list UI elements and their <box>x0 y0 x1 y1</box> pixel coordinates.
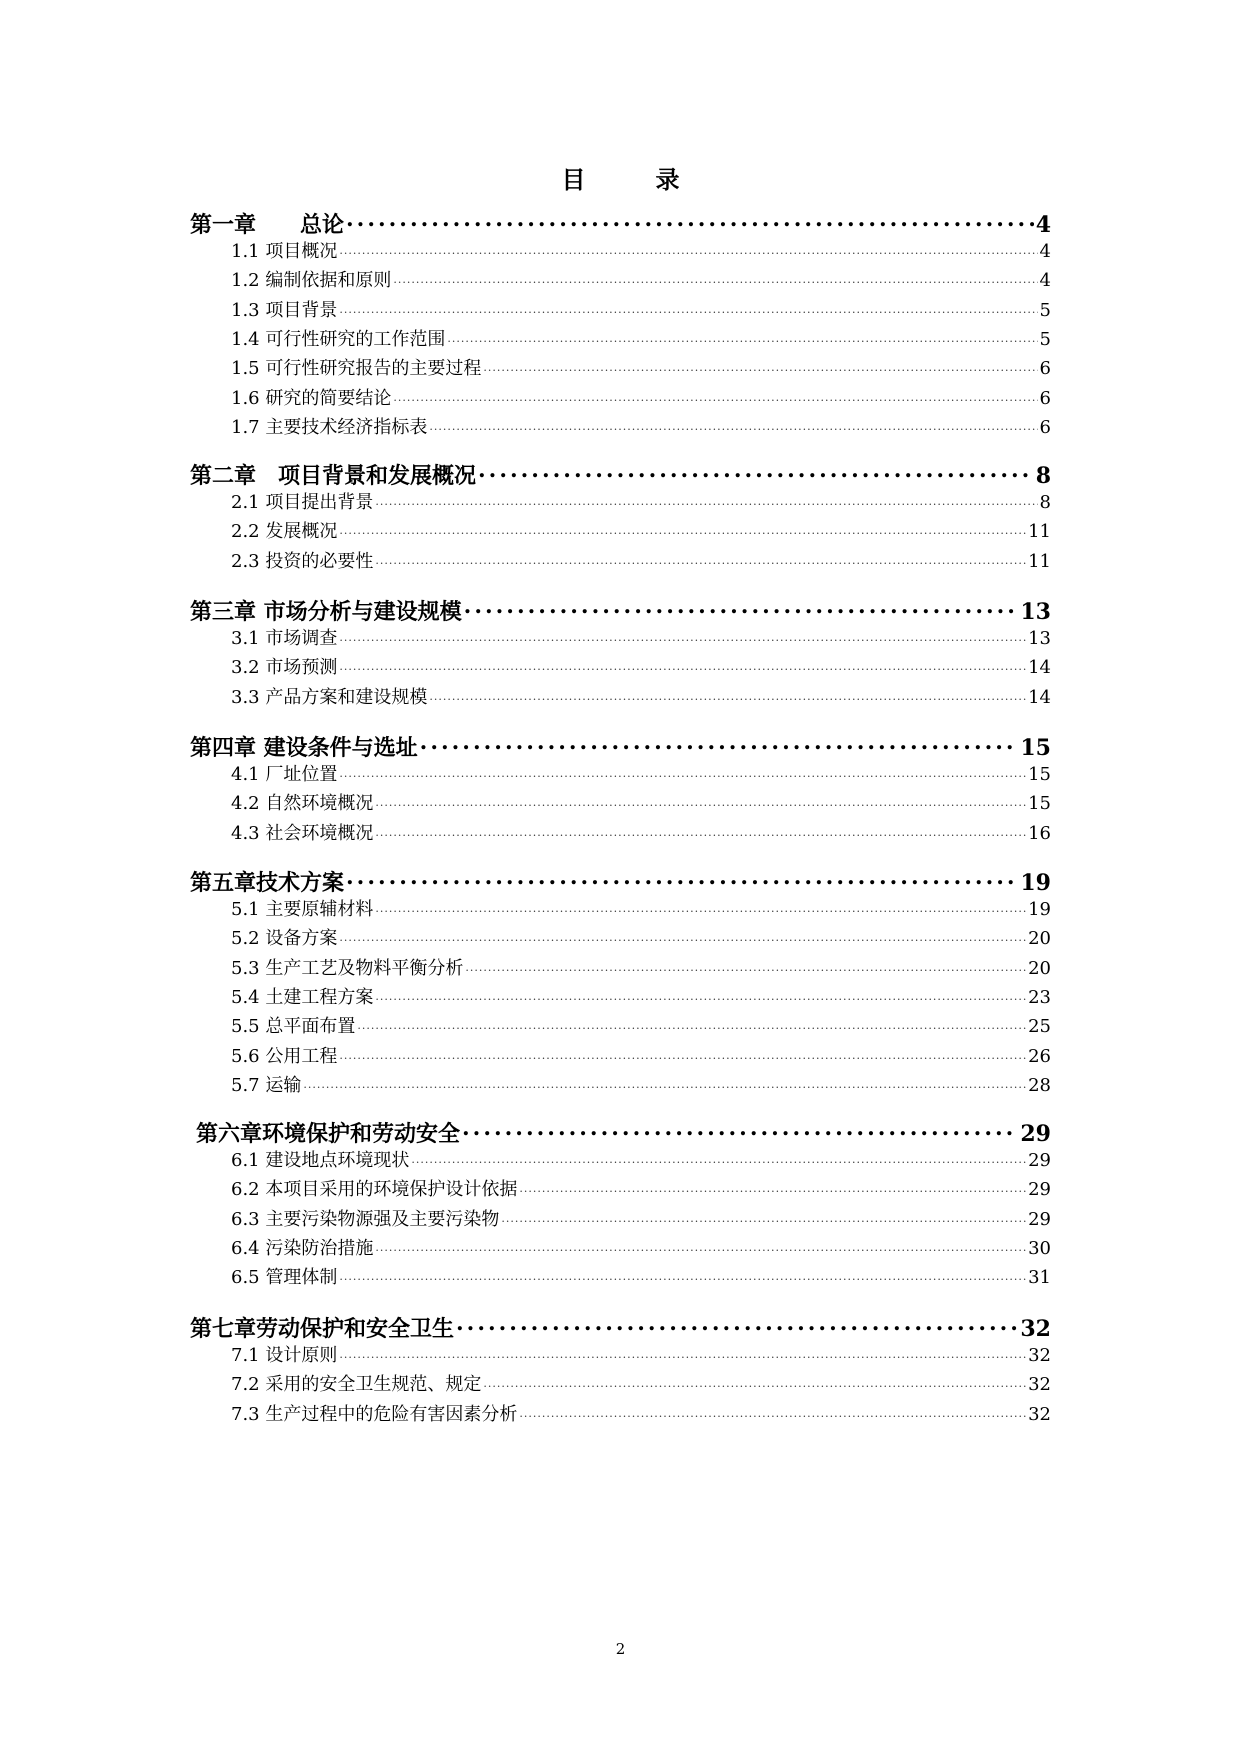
section-page: 5 <box>1039 328 1051 350</box>
dot-leader <box>339 1350 1026 1361</box>
section-label: 1.6 研究的简要结论 <box>231 387 392 409</box>
section-label: 6.1 建设地点环境现状 <box>231 1150 410 1171</box>
section-page: 26 <box>1028 1045 1051 1067</box>
section-page: 20 <box>1028 928 1051 950</box>
dot-leader <box>411 1155 1026 1166</box>
chapter-label: 第四章 建设条件与选址 <box>190 735 418 761</box>
dot-leader <box>339 305 1037 316</box>
section-page: 6 <box>1039 358 1051 380</box>
section-entry[interactable] <box>231 384 1051 410</box>
chapter-page: 8 <box>1035 463 1051 489</box>
section-entry[interactable] <box>231 1175 1051 1201</box>
section-entry[interactable] <box>231 1341 1051 1367</box>
chapter-page: 32 <box>1020 1316 1051 1342</box>
dot-leader <box>465 963 1026 974</box>
dot-leader <box>478 461 1034 483</box>
section-entry[interactable] <box>231 296 1051 322</box>
section-label: 4.1 厂址位置 <box>231 764 338 785</box>
chapter-label: 第一章 总论 <box>190 212 345 238</box>
chapter-label: 第三章 市场分析与建设规模 <box>190 599 462 625</box>
section-label: 1.5 可行性研究报告的主要过程 <box>231 358 482 380</box>
section-entry[interactable] <box>231 237 1051 263</box>
dot-leader <box>375 992 1026 1003</box>
section-label: 5.6 公用工程 <box>231 1045 338 1067</box>
dot-leader <box>346 868 1018 890</box>
chapter-entry[interactable] <box>190 866 1051 896</box>
section-page: 16 <box>1028 822 1051 844</box>
section-label: 1.4 可行性研究的工作范围 <box>231 328 446 350</box>
section-label: 5.4 土建工程方案 <box>231 986 374 1008</box>
section-page: 32 <box>1028 1403 1051 1425</box>
section-label: 2.3 投资的必要性 <box>231 550 374 572</box>
section-entry[interactable] <box>231 683 1051 709</box>
chapter-entry[interactable] <box>190 595 1051 625</box>
section-label: 5.1 主要原辅材料 <box>231 899 374 920</box>
dot-leader <box>429 422 1037 433</box>
section-entry[interactable] <box>231 1205 1051 1231</box>
chapter-page: 4 <box>1035 212 1051 238</box>
section-label: 6.4 污染防治措施 <box>231 1237 374 1259</box>
dot-leader <box>519 1184 1026 1195</box>
toc-title <box>0 160 1241 195</box>
section-label: 5.7 运输 <box>231 1074 302 1096</box>
section-page: 20 <box>1028 957 1051 979</box>
section-entry[interactable] <box>231 488 1051 514</box>
section-label: 7.2 采用的安全卫生规范、规定 <box>231 1374 482 1396</box>
section-entry[interactable] <box>231 1012 1051 1038</box>
dot-leader <box>346 210 1034 232</box>
section-entry[interactable] <box>231 1146 1051 1172</box>
dot-leader <box>483 1379 1026 1390</box>
chapter-page: 13 <box>1020 599 1051 625</box>
section-entry[interactable] <box>231 1071 1051 1097</box>
section-page: 23 <box>1028 986 1051 1008</box>
section-page: 4 <box>1039 270 1051 292</box>
toc-title-right: 录 <box>655 165 680 194</box>
section-page: 6 <box>1039 387 1051 409</box>
chapter-entry[interactable] <box>190 208 1051 238</box>
section-label: 3.2 市场预测 <box>231 657 338 679</box>
chapter-page: 15 <box>1020 735 1051 761</box>
section-entry[interactable] <box>231 983 1051 1009</box>
section-page: 29 <box>1028 1150 1051 1171</box>
dot-leader <box>339 526 1026 537</box>
dot-leader <box>464 597 1019 619</box>
section-label: 2.2 发展概况 <box>231 521 338 543</box>
section-entry[interactable] <box>231 924 1051 950</box>
section-page: 4 <box>1039 241 1051 262</box>
section-page: 32 <box>1028 1345 1051 1366</box>
dot-leader <box>303 1080 1026 1091</box>
section-entry[interactable] <box>231 1234 1051 1260</box>
dot-leader <box>375 904 1026 915</box>
chapter-label: 第五章技术方案 <box>190 870 345 896</box>
dot-leader <box>375 497 1037 508</box>
section-entry[interactable] <box>231 1370 1051 1396</box>
dot-leader <box>462 1119 1018 1141</box>
section-entry[interactable] <box>231 354 1051 380</box>
section-page: 6 <box>1039 416 1051 438</box>
dot-leader <box>339 933 1026 944</box>
section-page: 8 <box>1039 492 1051 513</box>
section-label: 6.3 主要污染物源强及主要污染物 <box>231 1208 500 1230</box>
section-label: 5.2 设备方案 <box>231 928 338 950</box>
chapter-entry[interactable] <box>190 1312 1051 1342</box>
section-page: 11 <box>1028 550 1051 572</box>
dot-leader <box>375 798 1026 809</box>
section-page: 11 <box>1028 521 1051 543</box>
dot-leader <box>375 1243 1026 1254</box>
section-label: 6.2 本项目采用的环境保护设计依据 <box>231 1179 518 1201</box>
section-page: 29 <box>1028 1208 1051 1230</box>
dot-leader <box>339 1272 1026 1283</box>
section-entry[interactable] <box>231 653 1051 679</box>
dot-leader <box>339 633 1026 644</box>
dot-leader <box>429 692 1026 703</box>
section-entry[interactable] <box>231 954 1051 980</box>
section-entry[interactable] <box>231 819 1051 845</box>
section-label: 3.3 产品方案和建设规模 <box>231 686 428 708</box>
section-label: 6.5 管理体制 <box>231 1267 338 1289</box>
dot-leader <box>393 393 1037 404</box>
chapter-label: 第六章环境保护和劳动安全 <box>196 1121 461 1147</box>
section-page: 30 <box>1028 1237 1051 1259</box>
dot-leader <box>375 828 1026 839</box>
section-page: 15 <box>1028 764 1051 785</box>
dot-leader <box>339 246 1037 257</box>
chapter-entry[interactable] <box>190 731 1051 761</box>
section-page: 19 <box>1028 899 1051 920</box>
section-page: 29 <box>1028 1179 1051 1201</box>
section-page: 14 <box>1028 657 1051 679</box>
dot-leader <box>501 1214 1026 1225</box>
dot-leader <box>483 363 1037 374</box>
section-entry[interactable] <box>231 266 1051 292</box>
section-label: 1.3 项目背景 <box>231 299 338 321</box>
section-entry[interactable] <box>231 1263 1051 1289</box>
section-page: 25 <box>1028 1016 1051 1038</box>
section-entry[interactable] <box>231 789 1051 815</box>
section-label: 3.1 市场调查 <box>231 628 338 649</box>
chapter-entry[interactable] <box>190 459 1051 489</box>
page-number: 2 <box>615 1640 626 1658</box>
dot-leader <box>339 1051 1026 1062</box>
section-label: 4.3 社会环境概况 <box>231 822 374 844</box>
dot-leader <box>339 662 1026 673</box>
section-label: 7.3 生产过程中的危险有害因素分析 <box>231 1403 518 1425</box>
chapter-page: 29 <box>1020 1121 1051 1147</box>
section-entry[interactable] <box>231 624 1051 650</box>
section-label: 5.3 生产工艺及物料平衡分析 <box>231 957 464 979</box>
section-page: 15 <box>1028 793 1051 815</box>
dot-leader <box>447 334 1037 345</box>
dot-leader <box>519 1409 1026 1420</box>
dot-leader <box>420 733 1019 755</box>
section-label: 1.2 编制依据和原则 <box>231 270 392 292</box>
chapter-page: 19 <box>1020 870 1051 896</box>
dot-leader <box>339 769 1026 780</box>
section-page: 13 <box>1028 628 1051 649</box>
section-page: 28 <box>1028 1074 1051 1096</box>
section-entry[interactable] <box>231 413 1051 439</box>
section-page: 14 <box>1028 686 1051 708</box>
dot-leader <box>375 556 1026 567</box>
section-label: 1.7 主要技术经济指标表 <box>231 416 428 438</box>
section-label: 1.1 项目概况 <box>231 241 338 262</box>
toc-title-left: 目 <box>561 165 586 194</box>
chapter-label: 第七章劳动保护和安全卫生 <box>190 1316 455 1342</box>
section-label: 5.5 总平面布置 <box>231 1016 356 1038</box>
section-entry[interactable] <box>231 547 1051 573</box>
section-entry[interactable] <box>231 325 1051 351</box>
section-page: 31 <box>1028 1267 1051 1289</box>
section-entry[interactable] <box>231 760 1051 786</box>
section-label: 2.1 项目提出背景 <box>231 492 374 513</box>
section-entry[interactable] <box>231 1042 1051 1068</box>
section-entry[interactable] <box>231 517 1051 543</box>
section-page: 32 <box>1028 1374 1051 1396</box>
section-page: 5 <box>1039 299 1051 321</box>
section-entry[interactable] <box>231 1400 1051 1426</box>
section-label: 7.1 设计原则 <box>231 1345 338 1366</box>
dot-leader <box>456 1314 1018 1336</box>
chapter-label: 第二章 项目背景和发展概况 <box>190 463 477 489</box>
dot-leader <box>393 275 1037 286</box>
chapter-entry[interactable] <box>196 1117 1051 1147</box>
section-entry[interactable] <box>231 895 1051 921</box>
dot-leader <box>357 1021 1026 1032</box>
section-label: 4.2 自然环境概况 <box>231 793 374 815</box>
